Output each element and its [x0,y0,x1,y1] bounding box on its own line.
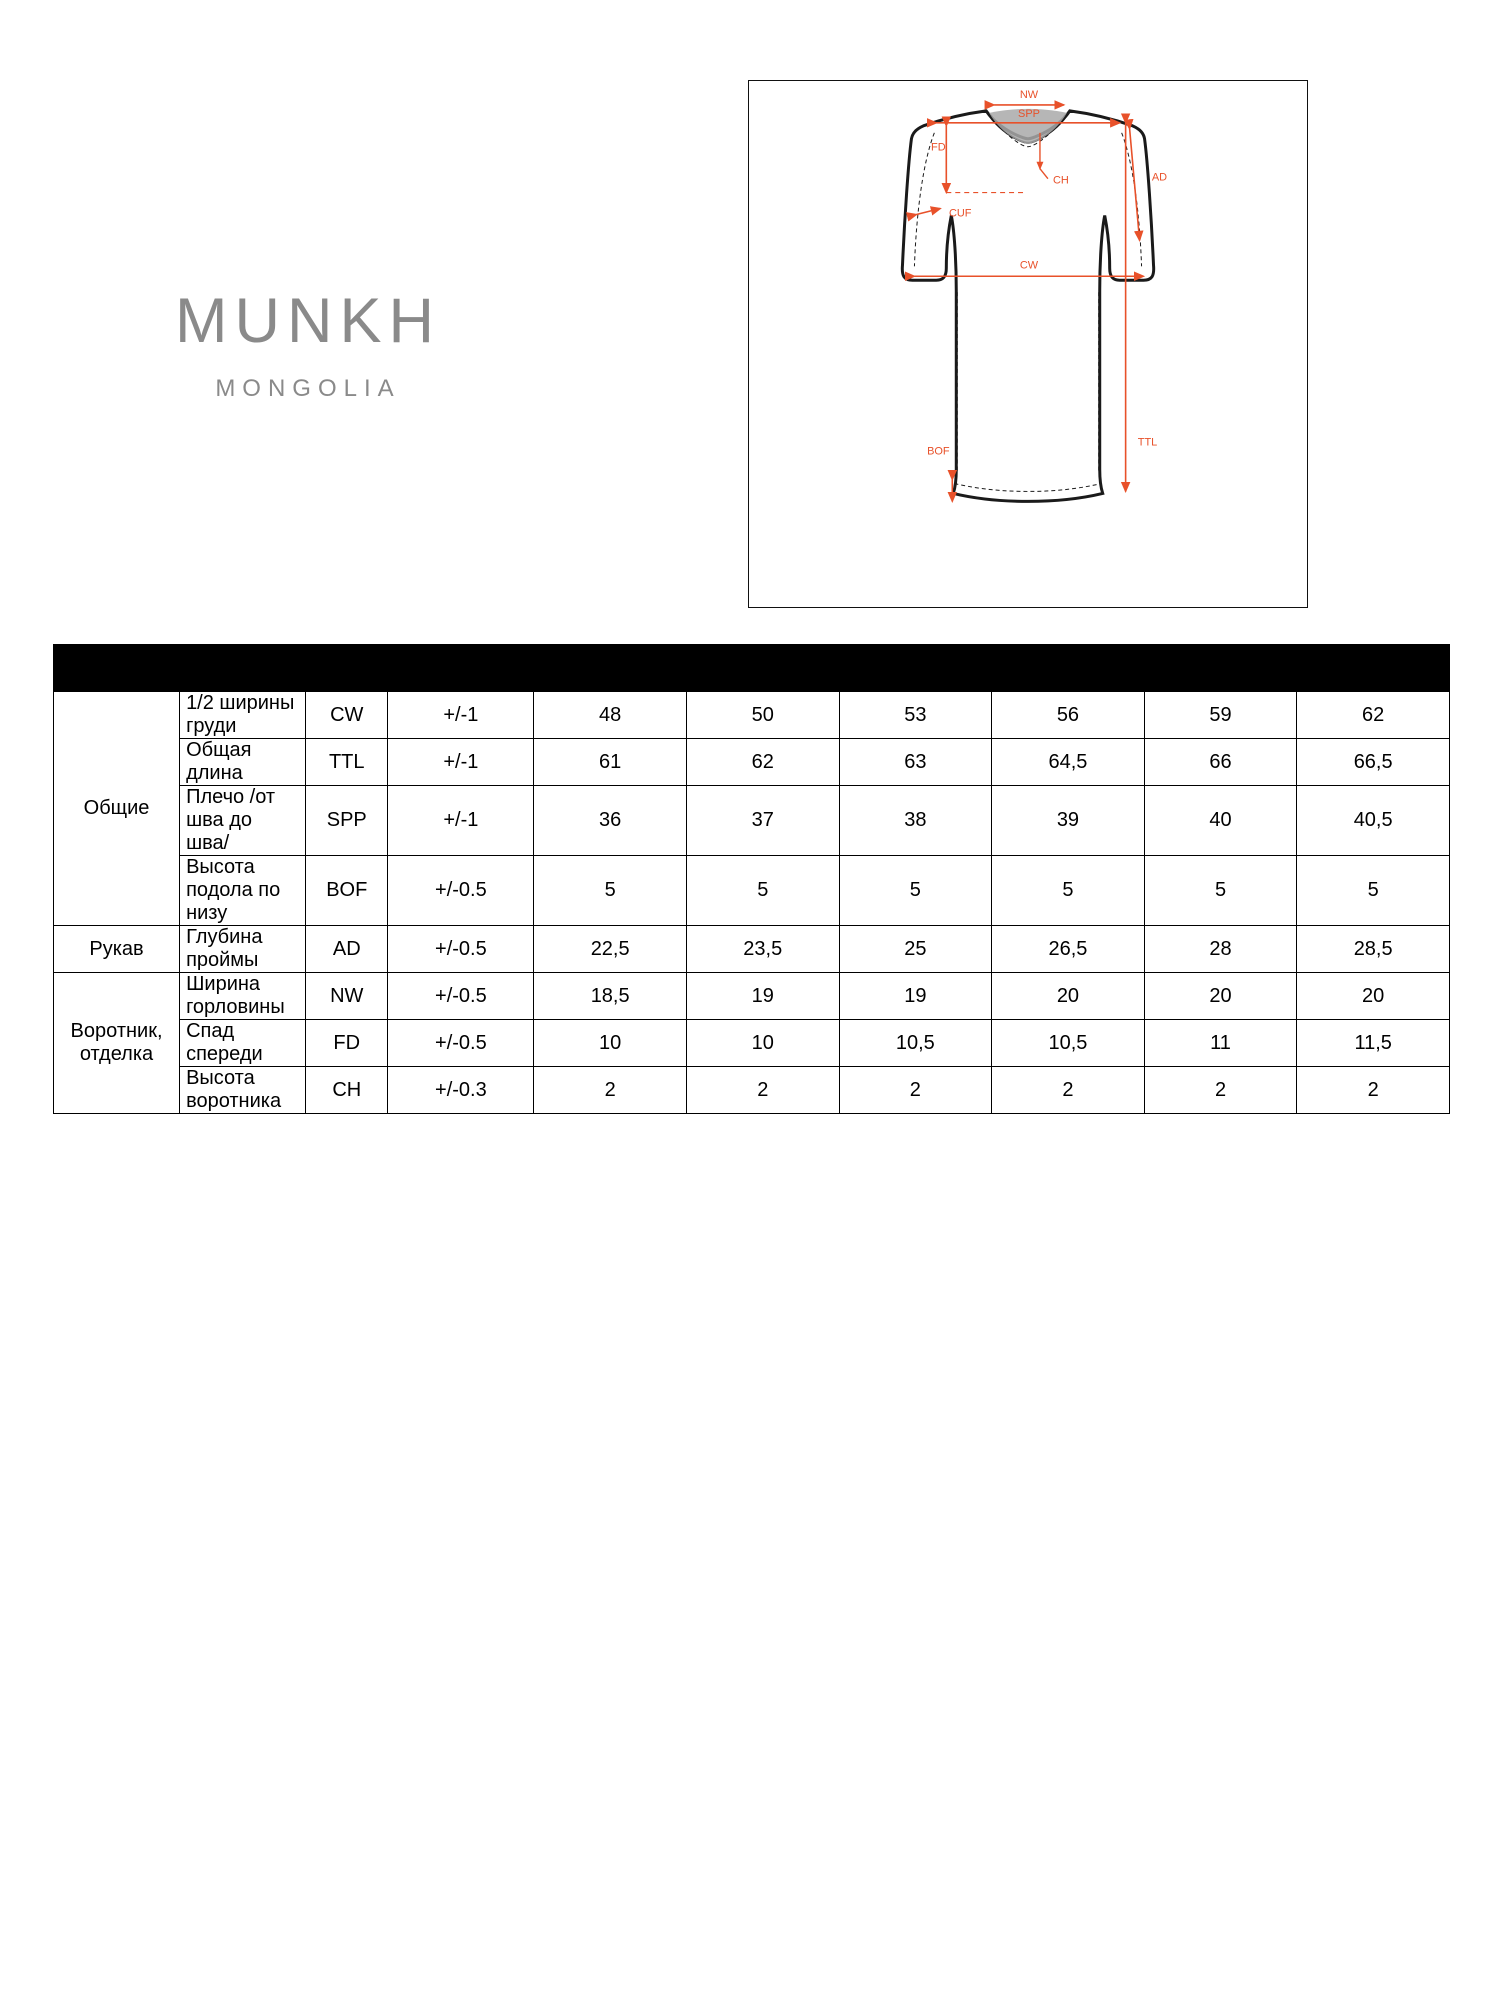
row-abb: SPP [306,786,388,856]
cell-xl: 19 [839,973,992,1020]
cell-l: 19 [686,973,839,1020]
cell-2xl: 64,5 [992,739,1145,786]
cell-3xl: 66 [1144,739,1297,786]
label-spp: SPP [1018,107,1040,120]
table-row [54,692,1450,739]
row-name: 1/2 ширины груди [180,692,306,739]
row-abb: BOF [306,856,388,926]
row-name: Высота воротника [180,1067,306,1114]
cell-xl: 53 [839,692,992,739]
label-nw: NW [1019,88,1039,101]
cell-xl: 63 [839,739,992,786]
group-label-rukav: Рукав [54,926,180,973]
cell-l: 50 [686,692,839,739]
technical-drawing-panel [748,80,1308,608]
header-size-2xl: 2XL [992,645,1145,692]
cell-4xl: 11,5 [1297,1020,1450,1067]
row-abb: CH [306,1067,388,1114]
header-size-m: M [534,645,687,692]
cell-3xl: 5 [1144,856,1297,926]
row-name: Ширина горловины [180,973,306,1020]
cell-m: 2 [534,1067,687,1114]
row-name: Плечо /от шва до шва/ [180,786,306,856]
row-abb: TTL [306,739,388,786]
row-tolerance: +/-0.5 [388,926,534,973]
table-body [54,692,1450,1114]
cell-xl: 2 [839,1067,992,1114]
row-tolerance: +/-0.3 [388,1067,534,1114]
label-fd: FD [931,141,946,154]
table-header [54,645,1450,692]
cell-4xl: 28,5 [1297,926,1450,973]
cell-2xl: 56 [992,692,1145,739]
row-name: Спад спереди [180,1020,306,1067]
cell-3xl: 28 [1144,926,1297,973]
cell-xl: 10,5 [839,1020,992,1067]
row-tolerance: +/-0.5 [388,856,534,926]
cell-xl: 38 [839,786,992,856]
row-abb: CW [306,692,388,739]
label-cuf: CUF [949,207,972,220]
cell-m: 48 [534,692,687,739]
table-row [54,856,1450,926]
cell-l: 5 [686,856,839,926]
row-abb: NW [306,973,388,1020]
row-name: Высота подола по низу [180,856,306,926]
size-table-wrapper [53,644,1450,1114]
group-label-vorotnik: Воротник, отделка [54,973,180,1114]
cell-2xl: 10,5 [992,1020,1145,1067]
table-header-row [54,645,1450,692]
header-abb: Abb [306,645,388,692]
row-abb: AD [306,926,388,973]
cell-m: 36 [534,786,687,856]
brand-block [118,286,498,403]
label-cw: CW [1019,259,1039,272]
size-table [53,644,1450,1114]
brand-subtitle: MONGOLIA [215,375,401,402]
header-tolerance: Tolerance [388,645,534,692]
cell-2xl: 5 [992,856,1145,926]
cell-4xl: 2 [1297,1067,1450,1114]
cell-l: 10 [686,1020,839,1067]
table-row [54,973,1450,1020]
cell-4xl: 40,5 [1297,786,1450,856]
row-tolerance: +/-1 [388,739,534,786]
brand-name: MUNKH [175,286,441,356]
cell-3xl: 11 [1144,1020,1297,1067]
cell-3xl: 20 [1144,973,1297,1020]
table-row [54,739,1450,786]
row-name: Глубина проймы [180,926,306,973]
cell-l: 62 [686,739,839,786]
cell-4xl: 66,5 [1297,739,1450,786]
cell-2xl: 26,5 [992,926,1145,973]
header-size-xl: XL [839,645,992,692]
cell-4xl: 62 [1297,692,1450,739]
header-size-l: L [686,645,839,692]
tank-top-illustration [749,81,1307,607]
row-tolerance: +/-0.5 [388,1020,534,1067]
label-ad: AD [1151,171,1168,184]
row-tolerance: +/-1 [388,786,534,856]
cell-xl: 25 [839,926,992,973]
cell-m: 18,5 [534,973,687,1020]
cell-l: 23,5 [686,926,839,973]
label-ttl: TTL [1137,436,1158,449]
cell-m: 5 [534,856,687,926]
cell-3xl: 59 [1144,692,1297,739]
row-abb: FD [306,1020,388,1067]
cell-3xl: 2 [1144,1067,1297,1114]
table-row [54,926,1450,973]
cell-2xl: 20 [992,973,1145,1020]
cell-l: 37 [686,786,839,856]
cell-4xl: 5 [1297,856,1450,926]
cell-3xl: 40 [1144,786,1297,856]
header-size-3xl: 3XL [1144,645,1297,692]
table-row [54,1020,1450,1067]
label-ch: CH [1052,174,1069,187]
row-tolerance: +/-0.5 [388,973,534,1020]
table-row [54,786,1450,856]
cell-m: 61 [534,739,687,786]
row-tolerance: +/-1 [388,692,534,739]
label-bof: BOF [927,445,950,458]
cell-m: 10 [534,1020,687,1067]
cell-2xl: 2 [992,1067,1145,1114]
group-label-obshie: Общие [54,692,180,926]
cell-m: 22,5 [534,926,687,973]
cell-xl: 5 [839,856,992,926]
cell-l: 2 [686,1067,839,1114]
header-measurements: Измерения [54,645,306,692]
table-row [54,1067,1450,1114]
cell-4xl: 20 [1297,973,1450,1020]
cell-2xl: 39 [992,786,1145,856]
header-size-4xl: 4XL [1297,645,1450,692]
row-name: Общая длина [180,739,306,786]
